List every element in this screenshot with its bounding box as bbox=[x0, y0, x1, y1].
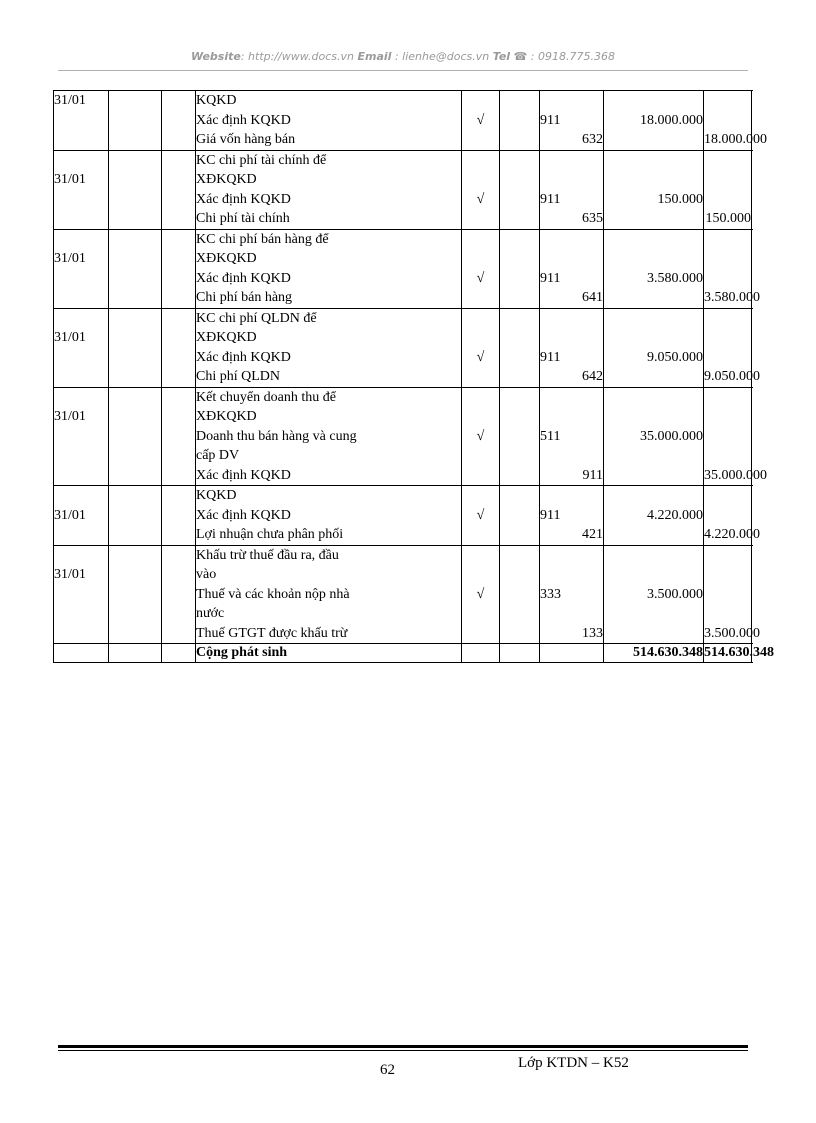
table-row bbox=[54, 91, 752, 151]
total-row bbox=[54, 644, 752, 663]
blank-cell bbox=[500, 91, 540, 151]
debit-amount: 9.050.000 bbox=[647, 349, 703, 365]
description-line: Chi phí QLDN bbox=[196, 369, 280, 384]
debit-account: 511 bbox=[540, 428, 561, 444]
check-cell bbox=[462, 387, 500, 486]
blank-cell bbox=[500, 229, 540, 308]
blank-cell bbox=[162, 308, 196, 387]
debit-amount-cell bbox=[604, 486, 704, 546]
table-row bbox=[54, 150, 752, 229]
account-cell bbox=[540, 308, 604, 387]
tel-label: Tel bbox=[492, 50, 511, 63]
total-credit: 514.630.348 bbox=[704, 644, 752, 663]
description-line: cấp DV bbox=[196, 448, 240, 463]
description-line: Xác định KQKD bbox=[196, 467, 291, 483]
description-line: XĐKQKD bbox=[196, 172, 257, 187]
credit-amount-cell bbox=[704, 91, 767, 151]
description-line: XĐKQKD bbox=[196, 409, 257, 424]
description-line: Chi phí bán hàng bbox=[196, 290, 293, 305]
description-line: Thuế và các khoản nộp nhà bbox=[196, 586, 350, 602]
debit-account: 911 bbox=[540, 270, 561, 286]
email-address: : lienhe@docs.vn bbox=[391, 50, 490, 63]
description-line: Lợi nhuận chưa phân phối bbox=[196, 527, 344, 542]
description-line: XĐKQKD bbox=[196, 251, 257, 266]
credit-amount: 3.580.000 bbox=[704, 290, 760, 305]
check-cell bbox=[462, 545, 500, 644]
credit-account: 635 bbox=[582, 211, 603, 226]
account-cell bbox=[540, 150, 604, 229]
credit-amount: 3.500.000 bbox=[704, 625, 760, 641]
date-cell bbox=[54, 150, 109, 229]
description-cell bbox=[196, 387, 462, 486]
website-label: Website bbox=[191, 50, 241, 63]
blank-cell bbox=[500, 387, 540, 486]
check-mark-icon: √ bbox=[476, 191, 485, 207]
account-cell bbox=[540, 387, 604, 486]
blank-cell bbox=[109, 387, 162, 486]
account-cell bbox=[540, 486, 604, 546]
description-line: Xác định KQKD bbox=[196, 191, 291, 207]
footer-divider-thin bbox=[58, 1050, 748, 1051]
blank-cell bbox=[109, 229, 162, 308]
debit-amount-cell bbox=[604, 229, 704, 308]
blank-cell bbox=[500, 545, 540, 644]
credit-account: 632 bbox=[582, 132, 603, 147]
description-line: Xác định KQKD bbox=[196, 270, 291, 286]
credit-amount: 150.000 bbox=[705, 211, 751, 226]
debit-amount-cell bbox=[604, 387, 704, 486]
blank-cell bbox=[162, 229, 196, 308]
table-row bbox=[54, 387, 752, 486]
entry-date: 31/01 bbox=[54, 172, 86, 187]
blank-cell bbox=[162, 486, 196, 546]
credit-amount-cell bbox=[704, 229, 760, 308]
description-line: Chi phí tài chính bbox=[196, 211, 290, 226]
blank-cell bbox=[162, 150, 196, 229]
credit-amount: 9.050.000 bbox=[704, 369, 760, 384]
description-cell bbox=[196, 545, 462, 644]
debit-amount-cell bbox=[604, 308, 704, 387]
blank-cell bbox=[109, 150, 162, 229]
debit-account: 911 bbox=[540, 349, 561, 365]
footer-divider-thick bbox=[58, 1045, 748, 1048]
description-cell bbox=[196, 308, 462, 387]
description-line: XĐKQKD bbox=[196, 330, 257, 345]
debit-amount: 18.000.000 bbox=[640, 112, 703, 128]
debit-account: 911 bbox=[540, 112, 561, 128]
blank-cell bbox=[162, 91, 196, 151]
journal-table bbox=[53, 90, 774, 663]
debit-amount-cell bbox=[604, 150, 704, 229]
tel-number: : 0918.775.368 bbox=[527, 50, 615, 63]
debit-amount: 3.580.000 bbox=[647, 270, 703, 286]
website-url: : http://www.docs.vn bbox=[240, 50, 355, 63]
account-cell bbox=[540, 91, 604, 151]
entry-date: 31/01 bbox=[54, 93, 86, 108]
blank-cell bbox=[500, 150, 540, 229]
credit-amount-cell bbox=[704, 150, 752, 229]
entry-date: 31/01 bbox=[54, 251, 86, 266]
description-line: vào bbox=[196, 567, 217, 582]
total-label: Cộng phát sinh bbox=[196, 644, 462, 663]
table-row bbox=[54, 229, 752, 308]
blank-cell bbox=[500, 308, 540, 387]
phone-icon: ☎ bbox=[513, 50, 528, 63]
credit-amount-cell bbox=[704, 545, 760, 644]
check-cell bbox=[462, 229, 500, 308]
credit-account: 911 bbox=[582, 467, 603, 483]
check-mark-icon: √ bbox=[476, 507, 485, 523]
total-debit: 514.630.348 bbox=[604, 644, 704, 663]
credit-amount-cell bbox=[704, 387, 767, 486]
date-cell bbox=[54, 545, 109, 644]
debit-amount: 4.220.000 bbox=[647, 507, 703, 523]
credit-account: 642 bbox=[582, 369, 603, 384]
credit-account: 641 bbox=[582, 290, 603, 305]
debit-amount-cell bbox=[604, 91, 704, 151]
check-mark-icon: √ bbox=[476, 428, 485, 444]
description-line: Khấu trừ thuế đầu ra, đầu bbox=[196, 547, 339, 563]
table-row bbox=[54, 545, 752, 644]
page-number: 62 bbox=[380, 1062, 395, 1078]
date-cell bbox=[54, 308, 109, 387]
description-line: Kết chuyển doanh thu để bbox=[196, 389, 336, 405]
debit-account: 911 bbox=[540, 507, 561, 523]
blank-cell bbox=[162, 387, 196, 486]
description-line: KC chi phí tài chính để bbox=[196, 152, 327, 168]
blank-cell bbox=[109, 308, 162, 387]
description-line: Xác định KQKD bbox=[196, 112, 291, 128]
page-header bbox=[58, 50, 748, 63]
date-cell bbox=[54, 229, 109, 308]
description-line: nước bbox=[196, 606, 225, 621]
credit-amount: 35.000.000 bbox=[704, 467, 767, 483]
description-cell bbox=[196, 229, 462, 308]
description-line: KQKD bbox=[196, 488, 237, 503]
blank-cell bbox=[109, 486, 162, 546]
description-line: Doanh thu bán hàng và cung bbox=[196, 428, 357, 444]
blank-cell bbox=[162, 545, 196, 644]
description-line: Xác định KQKD bbox=[196, 349, 291, 365]
account-cell bbox=[540, 545, 604, 644]
check-mark-icon: √ bbox=[476, 112, 485, 128]
email-label: Email bbox=[357, 50, 392, 63]
check-mark-icon: √ bbox=[476, 349, 485, 365]
blank-cell bbox=[109, 91, 162, 151]
table-row bbox=[54, 308, 752, 387]
entry-date: 31/01 bbox=[54, 409, 86, 424]
description-line: Xác định KQKD bbox=[196, 507, 291, 523]
description-line: KQKD bbox=[196, 93, 237, 108]
check-mark-icon: √ bbox=[476, 270, 485, 286]
date-cell bbox=[54, 91, 109, 151]
date-cell bbox=[54, 486, 109, 546]
credit-account: 421 bbox=[582, 527, 603, 542]
credit-amount-cell bbox=[704, 308, 760, 387]
entry-date: 31/01 bbox=[54, 567, 86, 582]
description-line: Giá vốn hàng bán bbox=[196, 132, 296, 147]
header-divider bbox=[58, 70, 748, 71]
class-label: Lớp KTDN – K52 bbox=[518, 1055, 629, 1071]
description-line: KC chi phí bán hàng để bbox=[196, 231, 329, 247]
entry-date: 31/01 bbox=[54, 507, 86, 523]
date-cell bbox=[54, 387, 109, 486]
check-cell bbox=[462, 308, 500, 387]
credit-account: 133 bbox=[582, 625, 603, 641]
credit-amount-cell bbox=[704, 486, 760, 546]
description-line: KC chi phí QLDN để bbox=[196, 310, 317, 326]
blank-cell bbox=[109, 545, 162, 644]
check-cell bbox=[462, 486, 500, 546]
credit-amount: 18.000.000 bbox=[704, 132, 767, 147]
debit-account: 333 bbox=[540, 586, 561, 602]
description-cell bbox=[196, 150, 462, 229]
entry-date: 31/01 bbox=[54, 330, 86, 345]
description-cell bbox=[196, 91, 462, 151]
debit-amount: 3.500.000 bbox=[647, 586, 703, 602]
check-cell bbox=[462, 91, 500, 151]
debit-amount: 150.000 bbox=[657, 191, 703, 207]
description-cell bbox=[196, 486, 462, 546]
account-cell bbox=[540, 229, 604, 308]
debit-amount-cell bbox=[604, 545, 704, 644]
table-row bbox=[54, 486, 752, 546]
description-line: Thuế GTGT được khấu trừ bbox=[196, 625, 348, 641]
check-cell bbox=[462, 150, 500, 229]
debit-account: 911 bbox=[540, 191, 561, 207]
debit-amount: 35.000.000 bbox=[640, 428, 703, 444]
check-mark-icon: √ bbox=[476, 586, 485, 602]
blank-cell bbox=[500, 486, 540, 546]
credit-amount: 4.220.000 bbox=[704, 527, 760, 542]
